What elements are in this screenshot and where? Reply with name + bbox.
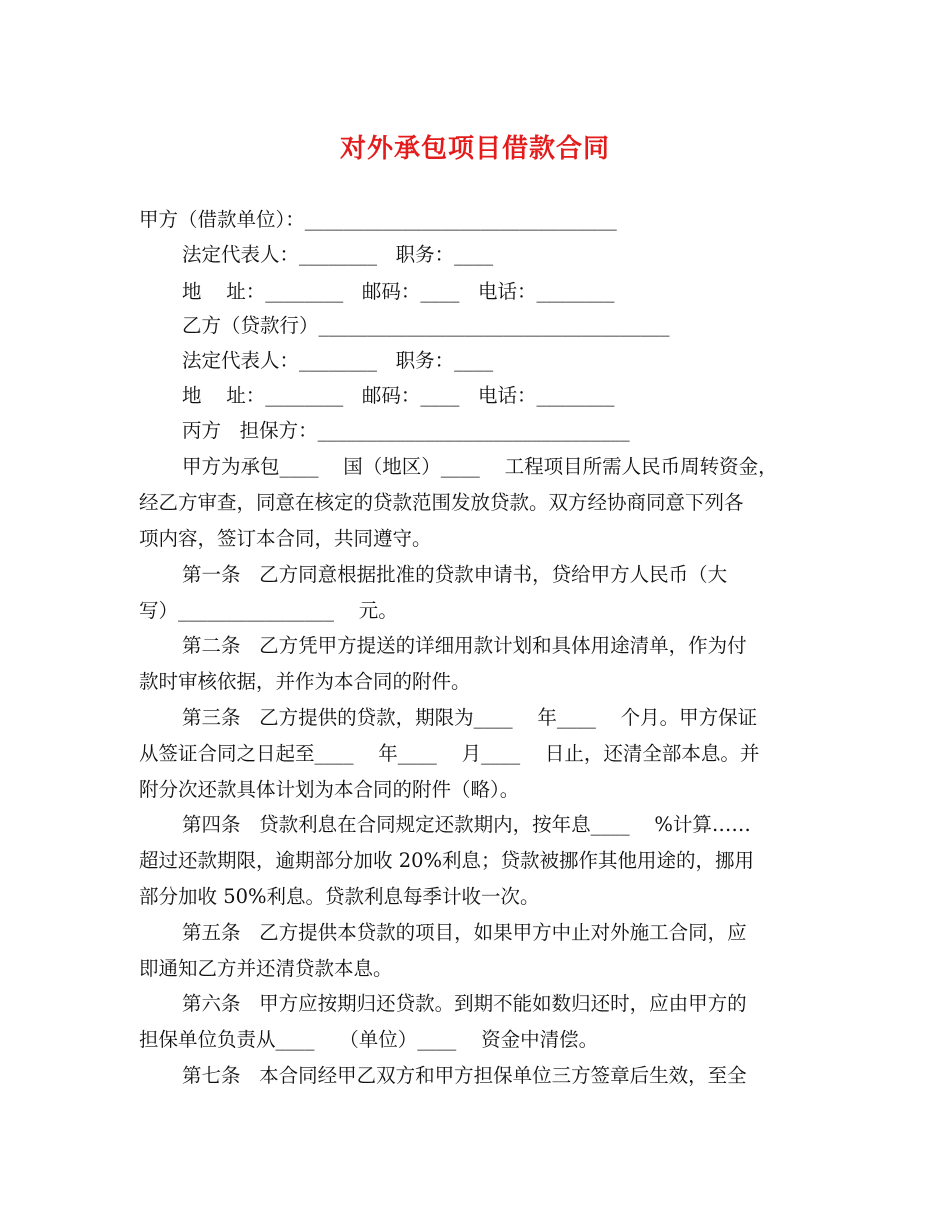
- article-3-line-1: 第三条 乙方提供的贷款，期限为____ 年____ 个月。甲方保证: [182, 706, 758, 729]
- party-a-line: 甲方（借款单位）：________________________________: [139, 208, 617, 231]
- article-6-line-2: 担保单位负责从____ （单位）____ 资金中清偿。: [139, 1028, 599, 1051]
- article-1-line-1: 第一条 乙方同意根据批准的贷款申请书，贷给甲方人民币（大: [182, 563, 728, 586]
- party-b-address-line: 地 址：________ 邮码：____ 电话：________: [182, 384, 615, 407]
- article-4-line-1: 第四条 贷款利息在合同规定还款期内，按年息____ %计算……: [182, 813, 751, 836]
- article-4-line-3: 部分加收 50%利息。贷款利息每季计收一次。: [139, 885, 540, 908]
- party-b-representative-line: 法定代表人：________ 职务：____: [182, 349, 494, 372]
- document-title: 对外承包项目借款合同: [339, 134, 610, 164]
- article-2-line-1: 第二条 乙方凭甲方提送的详细用款计划和具体用途清单，作为付: [182, 634, 747, 657]
- party-a-representative-line: 法定代表人：________ 职务：____: [182, 243, 494, 266]
- preamble-line-3: 项内容，签订本合同，共同遵守。: [139, 527, 432, 550]
- article-6-line-1: 第六条 甲方应按期归还贷款。到期不能如数归还时，应由甲方的: [182, 992, 747, 1015]
- article-5-line-1: 第五条 乙方提供本贷款的项目，如果甲方中止对外施工合同，应: [182, 921, 747, 944]
- article-4-line-2: 超过还款期限，逾期部分加收 20%利息；贷款被挪作其他用途的，挪用: [139, 849, 755, 872]
- preamble-line-2: 经乙方审查，同意在核定的贷款范围发放贷款。双方经协商同意下列各: [139, 491, 744, 514]
- article-1-line-2: 写）________________ 元。: [139, 599, 398, 622]
- preamble-line-1: 甲方为承包____ 国（地区）____ 工程项目所需人民币周转资金，: [182, 455, 778, 478]
- party-b-line: 乙方（贷款行）____________________________________: [182, 314, 670, 337]
- article-3-line-3: 附分次还款具体计划为本合同的附件（略）。: [139, 778, 520, 801]
- party-c-line: 丙方 担保方：________________________________: [182, 419, 630, 442]
- article-2-line-2: 款时审核依据，并作为本合同的附件。: [139, 670, 471, 693]
- article-7-line-1: 第七条 本合同经甲乙双方和甲方担保单位三方签章后生效，至全: [182, 1064, 747, 1087]
- article-3-line-2: 从签证合同之日起至____ 年____ 月____ 日止，还清全部本息。并: [139, 742, 760, 765]
- party-a-address-line: 地 址：________ 邮码：____ 电话：________: [182, 280, 615, 303]
- article-5-line-2: 即通知乙方并还清贷款本息。: [139, 957, 393, 980]
